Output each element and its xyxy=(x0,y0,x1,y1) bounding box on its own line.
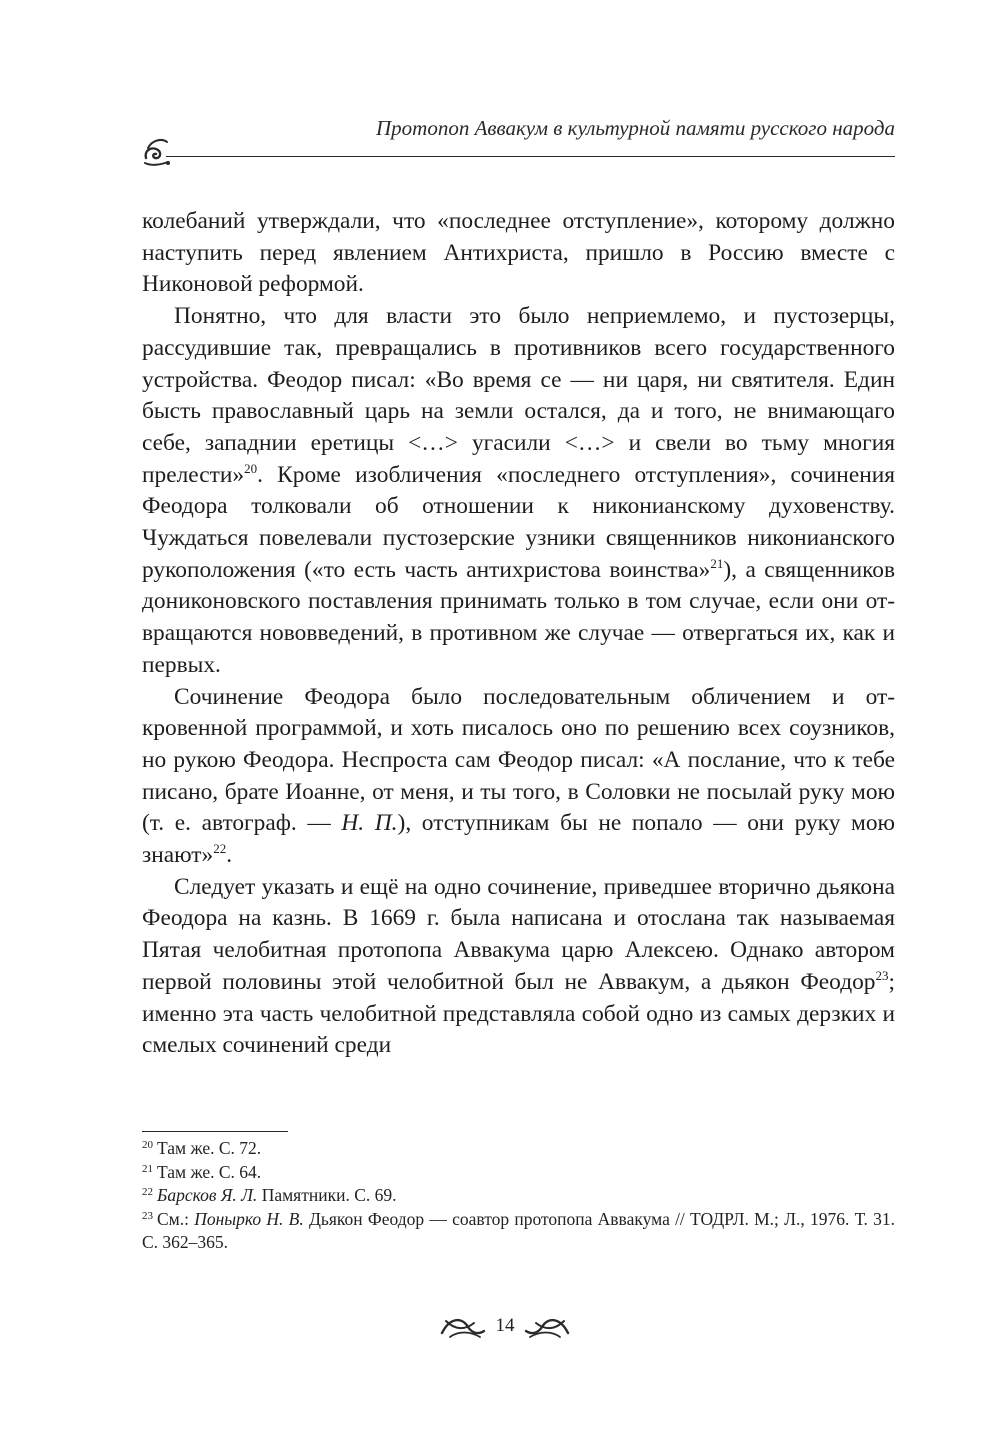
footnote-ref-23[interactable]: 23 xyxy=(875,967,889,983)
footnote-23: $^{23}$ См.: Понырко Н. В. Дьякон Феодор — соавтор протопопа Аввакума // ТОДРЛ. М.; Л., 1976. Т. 31. С. 362–365. xyxy=(142,1208,895,1252)
footnote-rule xyxy=(142,1131,288,1132)
footnote-ref-20[interactable]: 20 xyxy=(244,460,258,476)
fleuron-icon xyxy=(524,1313,570,1339)
fleuron-icon xyxy=(142,132,172,166)
paragraph-3: Сочинение Феодора было последовательным обличением и откровенной программой, и хоть писалось оно по решению всех соузников, но рукою Феодора. Неспроста сам Феодор писал: «А послание, что к тебе писано, брате Иоанне, от меня, и ты того, в Соловки не посылай руку мою (т. е. автограф. — Н. П.), отступникам бы не попало — они руку мою знают»$^{22}$. xyxy=(142,683,896,869)
running-head-rule xyxy=(166,156,895,157)
footnote-author: Понырко Н. В. xyxy=(194,1208,304,1229)
footnotes xyxy=(142,1137,895,1255)
body-text xyxy=(142,206,895,1062)
footnote-ref-22[interactable]: 22 xyxy=(213,841,227,857)
footnote-20: $^{20}$ Там же. С. 72. xyxy=(142,1138,262,1158)
footnote-author: Барсков Я. Л. xyxy=(157,1185,258,1205)
page-number: 14 xyxy=(495,1315,515,1336)
running-head xyxy=(142,112,895,162)
paragraph-1: колебаний утверждали, что «последнее отступление», которому должно наступить перед явлением Антихриста, пришло в Россию вместе с Никоновой реформой. xyxy=(142,208,895,298)
footnote-22: $^{22}$ Барсков Я. Л. Памятники. С. 69. xyxy=(142,1185,397,1205)
author-initials: Н. П. xyxy=(341,810,398,837)
fleuron-icon xyxy=(440,1313,486,1339)
folio xyxy=(440,1311,570,1341)
running-head-title: Протопоп Аввакум в культурной памяти русского народа xyxy=(375,116,895,140)
footnote-21: $^{21}$ Там же. С. 64. xyxy=(142,1161,262,1182)
paragraph-4: Следует указать и ещё на одно сочинение, приведшее вторично дьякона Феодора на казнь. В 1669 г. была написана и отослана так называемая Пятая челобитная протопопа Аввакума царю Алексею. Однако автором первой половины этой челобитной был не Аввакум, а дьякон Феодор$^{23}$; именно эта часть челобитной представляла собой одно из самых дерзких и смелых сочинений среди xyxy=(142,873,895,1059)
footnote-ref-21[interactable]: 21 xyxy=(710,555,724,571)
paragraph-2: Понятно, что для власти это было неприемлемо, и пустозерцы, рассудившие так, превращались в противников всего государственного устройства. Феодор писал: «Во время се — ни царя, ни святителя. Един бысть православный царь на земли остался, да и того, не внимающаго себе, западнии еретицы <…> угасили <…> и свели во тьму многия прелести»$^{20}$. Кроме изобличения «последнего отступления», сочинения Феодора толковали об отношении к никонианскому духовенству. Чуждаться повелевали пустозерские узники священников никонианского рукоположения («то есть часть антихристова воинства»$^{21}$), а священников дониконовского поставления принимать только в том случае, если они отвращаются нововведений, в противном же случае — отвергаться их, как и первых. xyxy=(142,303,896,678)
